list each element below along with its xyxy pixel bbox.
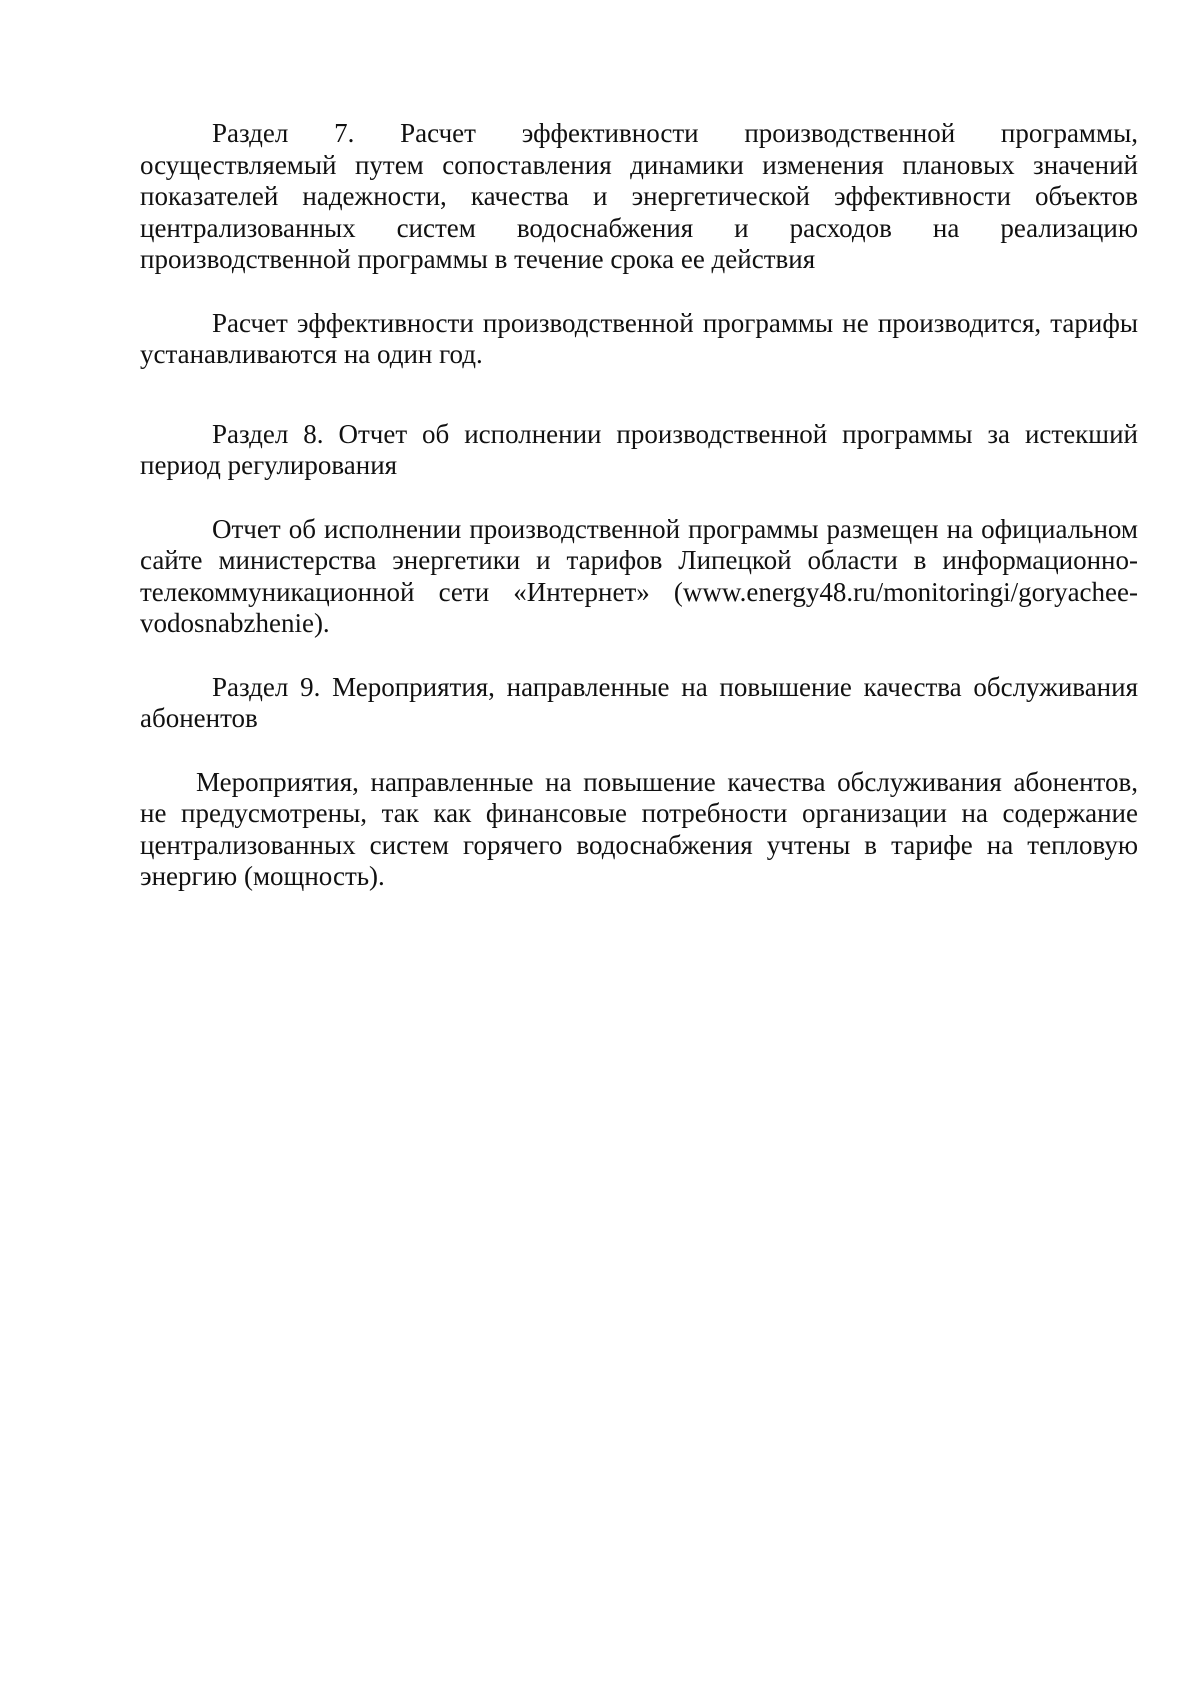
- section-9-body: Мероприятия, направленные на повышение качества обслуживания абонентов, не предусмотрены, так как финансовые потребности организации на содержание централизованных систем горячего водоснабжения учтены в тарифе на тепловую энергию (мощность).: [140, 766, 1138, 891]
- document-page: [140, 118, 1138, 893]
- section-8-heading: Раздел 8. Отчет об исполнении производственной программы за истекший период регулирования: [140, 418, 1138, 480]
- section-7-body: Расчет эффективности производственной программы не производится, тарифы устанавливаются на один год.: [140, 307, 1138, 369]
- section-9-heading: Раздел 9. Мероприятия, направленные на повышение качества обслуживания абонентов: [140, 671, 1138, 733]
- section-7-heading: Раздел 7. Расчет эффективности производственной программы, осуществляемый путем сопоставления динамики изменения плановых значений показателей надежности, качества и энергетической эффективности объектов централизованных систем водоснабжения и расходов на реализацию производственной программы в течение срока ее действия: [140, 118, 1138, 274]
- section-8-body: Отчет об исполнении производственной программы размещен на официальном сайте министерства энергетики и тарифов Липецкой области в информационно-телекоммуникационной сети «Интернет» (www.energy48.ru/monitoringi/goryachee-vodosnabzhenie).: [140, 513, 1138, 638]
